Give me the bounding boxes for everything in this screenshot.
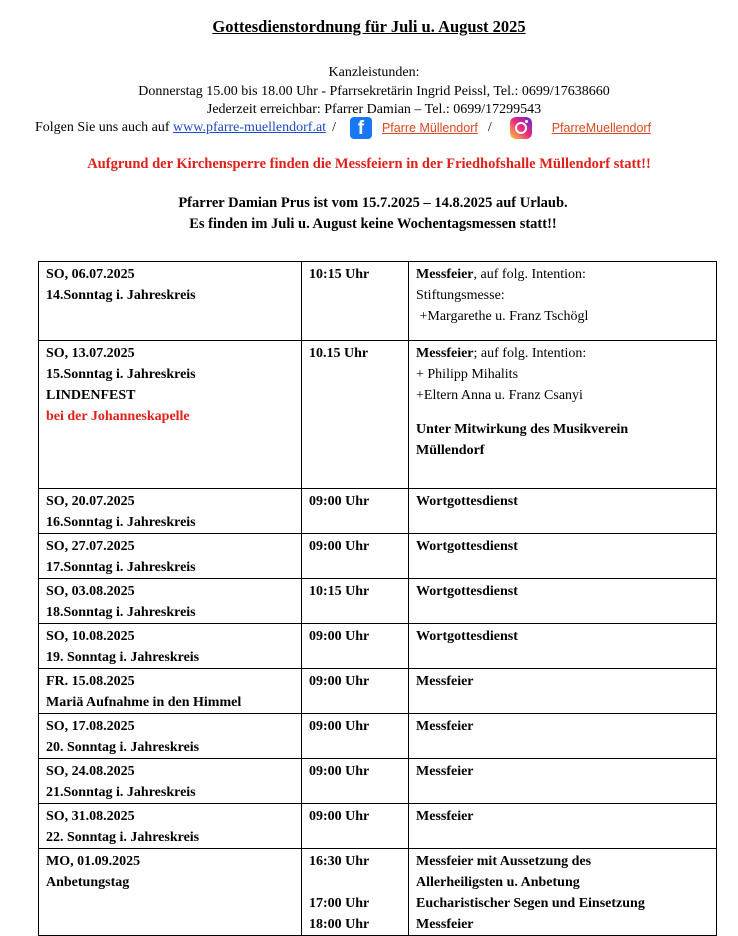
table-row xyxy=(39,579,717,624)
service-time: 09:00 Uhr xyxy=(309,809,370,824)
service-type: Messfeier mit Aussetzung des xyxy=(416,854,592,869)
service-date: MO, 01.09.2025 xyxy=(46,854,141,869)
follow-line xyxy=(35,116,651,140)
table-row xyxy=(39,341,717,489)
table-row xyxy=(39,534,717,579)
table-row xyxy=(39,669,717,714)
service-time: 17:00 Uhr xyxy=(309,896,370,911)
date-cell xyxy=(39,341,302,489)
service-date: SO, 31.08.2025 xyxy=(46,809,135,824)
service-time: 16:30 Uhr xyxy=(309,854,370,869)
time-cell xyxy=(302,714,409,759)
service-time: 10:15 Uhr xyxy=(309,584,370,599)
service-type: Wortgottesdienst xyxy=(416,539,518,554)
service-date: SO, 24.08.2025 xyxy=(46,764,135,779)
service-date: SO, 17.08.2025 xyxy=(46,719,135,734)
service-type: Wortgottesdienst xyxy=(416,494,518,509)
office-line-2: Jederzeit erreichbar: Pfarrer Damian – Tel.: 0699/17299543 xyxy=(206,102,542,117)
table-row xyxy=(39,804,717,849)
intention-line: +Eltern Anna u. Franz Csanyi xyxy=(416,388,583,403)
service-time: 09:00 Uhr xyxy=(309,629,370,644)
time-cell xyxy=(302,262,409,341)
description-cell xyxy=(409,624,717,669)
instagram-icon[interactable] xyxy=(510,117,532,139)
description-cell xyxy=(409,579,717,624)
service-time: 09:00 Uhr xyxy=(309,494,370,509)
table-row xyxy=(39,489,717,534)
date-cell xyxy=(39,624,302,669)
description-cell xyxy=(409,669,717,714)
service-occasion: 14.Sonntag i. Jahreskreis xyxy=(46,288,196,303)
service-type: Wortgottesdienst xyxy=(416,629,518,644)
vacation-notice xyxy=(0,193,738,235)
table-row xyxy=(39,624,717,669)
date-cell xyxy=(39,849,302,936)
service-occasion: Anbetungstag xyxy=(46,875,130,890)
service-occasion: Mariä Aufnahme in den Himmel xyxy=(46,695,242,710)
service-type: Messfeier xyxy=(416,809,474,824)
service-time: 10:15 Uhr xyxy=(309,267,370,282)
intention-line: + Philipp Mihalits xyxy=(416,367,519,382)
service-date: SO, 20.07.2025 xyxy=(46,494,135,509)
facebook-link[interactable]: Pfarre Müllendorf xyxy=(381,121,478,135)
service-occasion: 17.Sonntag i. Jahreskreis xyxy=(46,560,196,575)
office-hours xyxy=(0,64,738,120)
page-title: Gottesdienstordnung für Juli u. August 2025 xyxy=(212,17,526,36)
service-date: SO, 06.07.2025 xyxy=(46,267,135,282)
separator: / xyxy=(332,120,336,135)
service-date: SO, 13.07.2025 xyxy=(46,346,135,361)
service-time: 09:00 Uhr xyxy=(309,719,370,734)
intention-intro: , auf folg. Intention: xyxy=(473,267,586,282)
vacation-line-2: Es finden im Juli u. August keine Wochentagsmessen statt!! xyxy=(189,216,557,232)
service-date: FR. 15.08.2025 xyxy=(46,674,135,689)
date-cell xyxy=(39,804,302,849)
time-cell xyxy=(302,489,409,534)
service-time: 09:00 Uhr xyxy=(309,674,370,689)
date-cell xyxy=(39,534,302,579)
time-cell xyxy=(302,341,409,489)
date-cell xyxy=(39,714,302,759)
service-time: 09:00 Uhr xyxy=(309,764,370,779)
intention-line: +Margarethe u. Franz Tschögl xyxy=(416,309,589,324)
time-cell xyxy=(302,579,409,624)
service-occasion: 19. Sonntag i. Jahreskreis xyxy=(46,650,200,665)
church-closure-notice: Aufgrund der Kirchensperre finden die Messfeiern in der Friedhofshalle Müllendorf statt!! xyxy=(87,156,651,172)
vacation-line-1: Pfarrer Damian Prus ist vom 15.7.2025 – 14.8.2025 auf Urlaub. xyxy=(178,195,568,211)
time-cell xyxy=(302,669,409,714)
service-occasion: 22. Sonntag i. Jahreskreis xyxy=(46,830,200,845)
description-cell xyxy=(409,714,717,759)
description-cell xyxy=(409,849,717,936)
office-heading: Kanzleistunden: xyxy=(328,65,420,80)
service-date: SO, 10.08.2025 xyxy=(46,629,135,644)
service-type: Messfeier xyxy=(416,917,474,932)
intention-intro: ; auf folg. Intention: xyxy=(473,346,587,361)
event-name: LINDENFEST xyxy=(46,388,136,403)
service-type: Messfeier xyxy=(416,346,474,361)
description-cell xyxy=(409,341,717,489)
time-cell xyxy=(302,804,409,849)
instagram-link[interactable]: PfarreMuellendorf xyxy=(551,121,652,135)
table-row xyxy=(39,849,717,936)
service-type: Eucharistischer Segen und Einsetzung xyxy=(416,896,645,911)
service-type: Messfeier xyxy=(416,764,474,779)
service-type: Allerheiligsten u. Anbetung xyxy=(416,875,580,890)
service-occasion: 15.Sonntag i. Jahreskreis xyxy=(46,367,196,382)
time-cell xyxy=(302,534,409,579)
service-type: Messfeier xyxy=(416,674,474,689)
time-cell xyxy=(302,624,409,669)
facebook-icon[interactable]: f xyxy=(350,117,372,139)
office-line-1: Donnerstag 15.00 bis 18.00 Uhr - Pfarrsekretärin Ingrid Peissl, Tel.: 0699/17638660 xyxy=(138,83,610,99)
music-note: Unter Mitwirkung des Musikverein xyxy=(416,422,629,437)
service-time: 10.15 Uhr xyxy=(309,346,369,361)
service-type: Messfeier xyxy=(416,267,474,282)
website-link[interactable]: www.pfarre-muellendorf.at xyxy=(173,120,327,135)
service-occasion: 16.Sonntag i. Jahreskreis xyxy=(46,515,196,530)
description-cell xyxy=(409,759,717,804)
table-row xyxy=(39,714,717,759)
intention-line: Stiftungsmesse: xyxy=(416,288,505,303)
music-note: Müllendorf xyxy=(416,443,485,458)
date-cell xyxy=(39,489,302,534)
description-cell xyxy=(409,489,717,534)
service-occasion: 20. Sonntag i. Jahreskreis xyxy=(46,740,200,755)
service-type: Messfeier xyxy=(416,719,474,734)
time-cell xyxy=(302,759,409,804)
service-time: 09:00 Uhr xyxy=(309,539,370,554)
service-occasion: 18.Sonntag i. Jahreskreis xyxy=(46,605,196,620)
date-cell xyxy=(39,759,302,804)
date-cell xyxy=(39,262,302,341)
time-cell xyxy=(302,849,409,936)
service-date: SO, 03.08.2025 xyxy=(46,584,135,599)
schedule-table xyxy=(38,261,717,936)
separator: / xyxy=(487,120,492,135)
service-time: 18:00 Uhr xyxy=(309,917,370,932)
description-cell xyxy=(409,534,717,579)
date-cell xyxy=(39,579,302,624)
service-date: SO, 27.07.2025 xyxy=(46,539,135,554)
follow-prefix: Folgen Sie uns auch auf xyxy=(35,120,170,135)
description-cell xyxy=(409,262,717,341)
event-location: bei der Johanneskapelle xyxy=(46,409,190,424)
service-type: Wortgottesdienst xyxy=(416,584,518,599)
table-row xyxy=(39,262,717,341)
description-cell xyxy=(409,804,717,849)
date-cell xyxy=(39,669,302,714)
table-row xyxy=(39,759,717,804)
service-occasion: 21.Sonntag i. Jahreskreis xyxy=(46,785,196,800)
